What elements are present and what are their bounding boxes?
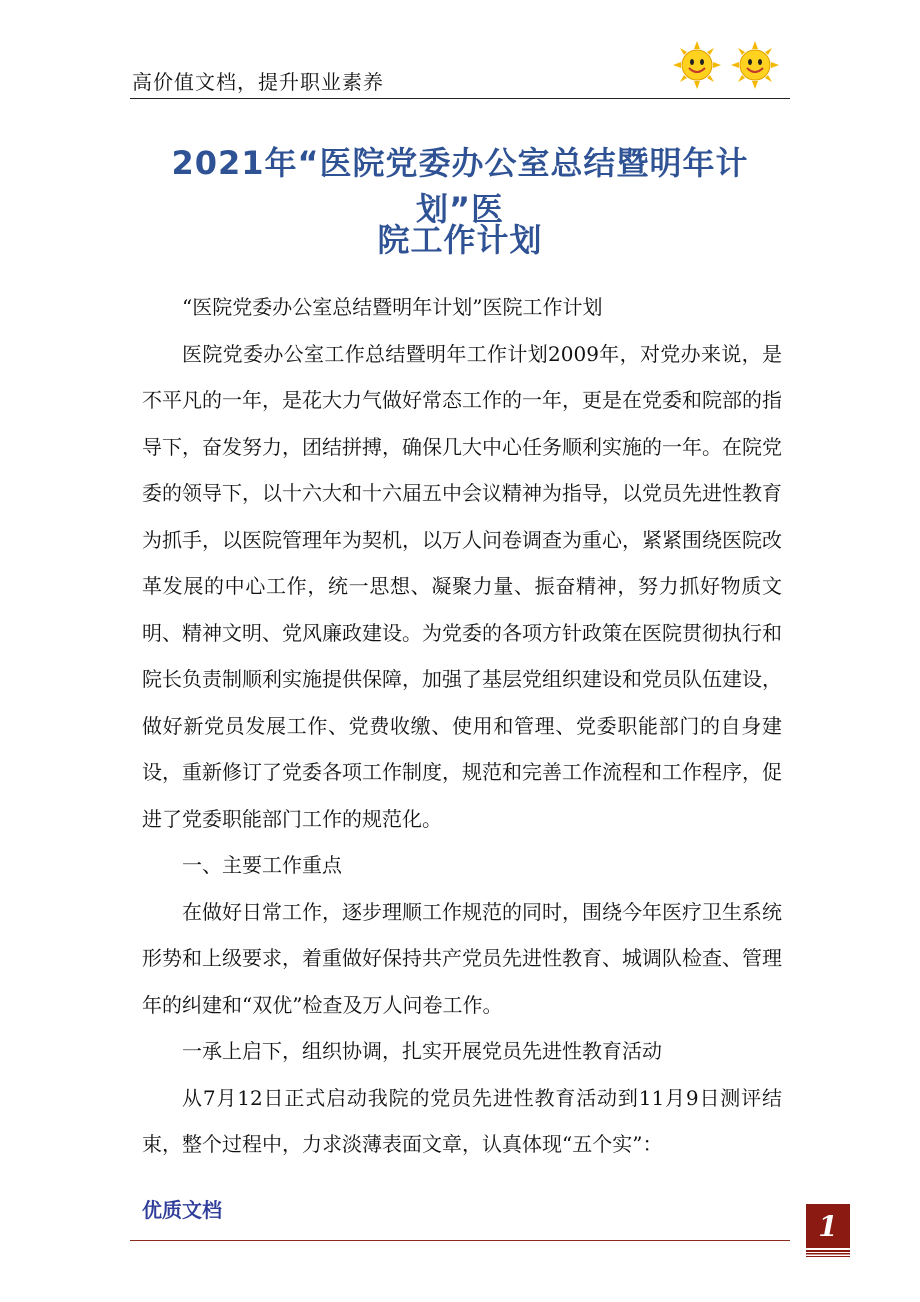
page-number: 1	[806, 1204, 850, 1248]
footer-divider	[130, 1240, 790, 1241]
smiley-sun-icon	[672, 40, 722, 90]
body-paragraph: 在做好日常工作，逐步理顺工作规范的同时，围绕今年医疗卫生系统形势和上级要求，着重做好保持共产党员先进性教育、城调队检查、管理年的纠建和“双优”检查及万人问卷工作。	[142, 899, 782, 1017]
smiley-sun-icon	[730, 40, 780, 90]
subsection-heading: 一承上启下，组织协调，扎实开展党员先进性教育活动	[182, 1039, 662, 1063]
document-title-line-2: 院工作计划	[377, 221, 543, 259]
sun-decorations	[672, 40, 780, 90]
page-number-stripes	[806, 1250, 850, 1258]
section-heading: 一、主要工作重点	[182, 853, 342, 877]
document-body	[142, 284, 782, 1168]
footer-label: 优质文档	[142, 1198, 222, 1222]
body-paragraph: 从7月12日正式启动我院的党员先进性教育活动到11月9日测评结束，整个过程中，力求淡薄表面文章，认真体现“五个实”：	[142, 1085, 782, 1156]
document-title-line-1: 2021年“医院党委办公室总结暨明年计划”医	[171, 144, 749, 228]
header-divider	[130, 98, 790, 99]
subtitle-paragraph: “医院党委办公室总结暨明年计划”医院工作计划	[182, 295, 603, 319]
header-slogan: 高价值文档，提升职业素养	[132, 70, 384, 94]
page-header	[130, 64, 790, 100]
body-paragraph: 医院党委办公室工作总结暨明年工作计划2009年，对党办来说，是不平凡的一年，是花大力气做好常态工作的一年，更是在党委和院部的指导下，奋发努力，团结拼搏，确保几大中心任务顺利实施的一年。在院党委的领导下，以十六大和十六届五中会议精神为指导，以党员先进性教育为抓手，以医院管理年为契机，以万人问卷调查为重心，紧紧围绕医院改革发展的中心工作，统一思想、凝聚力量、振奋精神，努力抓好物质文明、精神文明、党风廉政建设。为党委的各项方针政策在医院贯彻执行和院长负责制顺利实施提供保障，加强了基层党组织建设和党员队伍建设，做好新党员发展工作、党费收缴、使用和管理、党委职能部门的自身建设，重新修订了党委各项工作制度，规范和完善工作流程和工作程序，促进了党委职能部门工作的规范化。	[142, 341, 782, 831]
